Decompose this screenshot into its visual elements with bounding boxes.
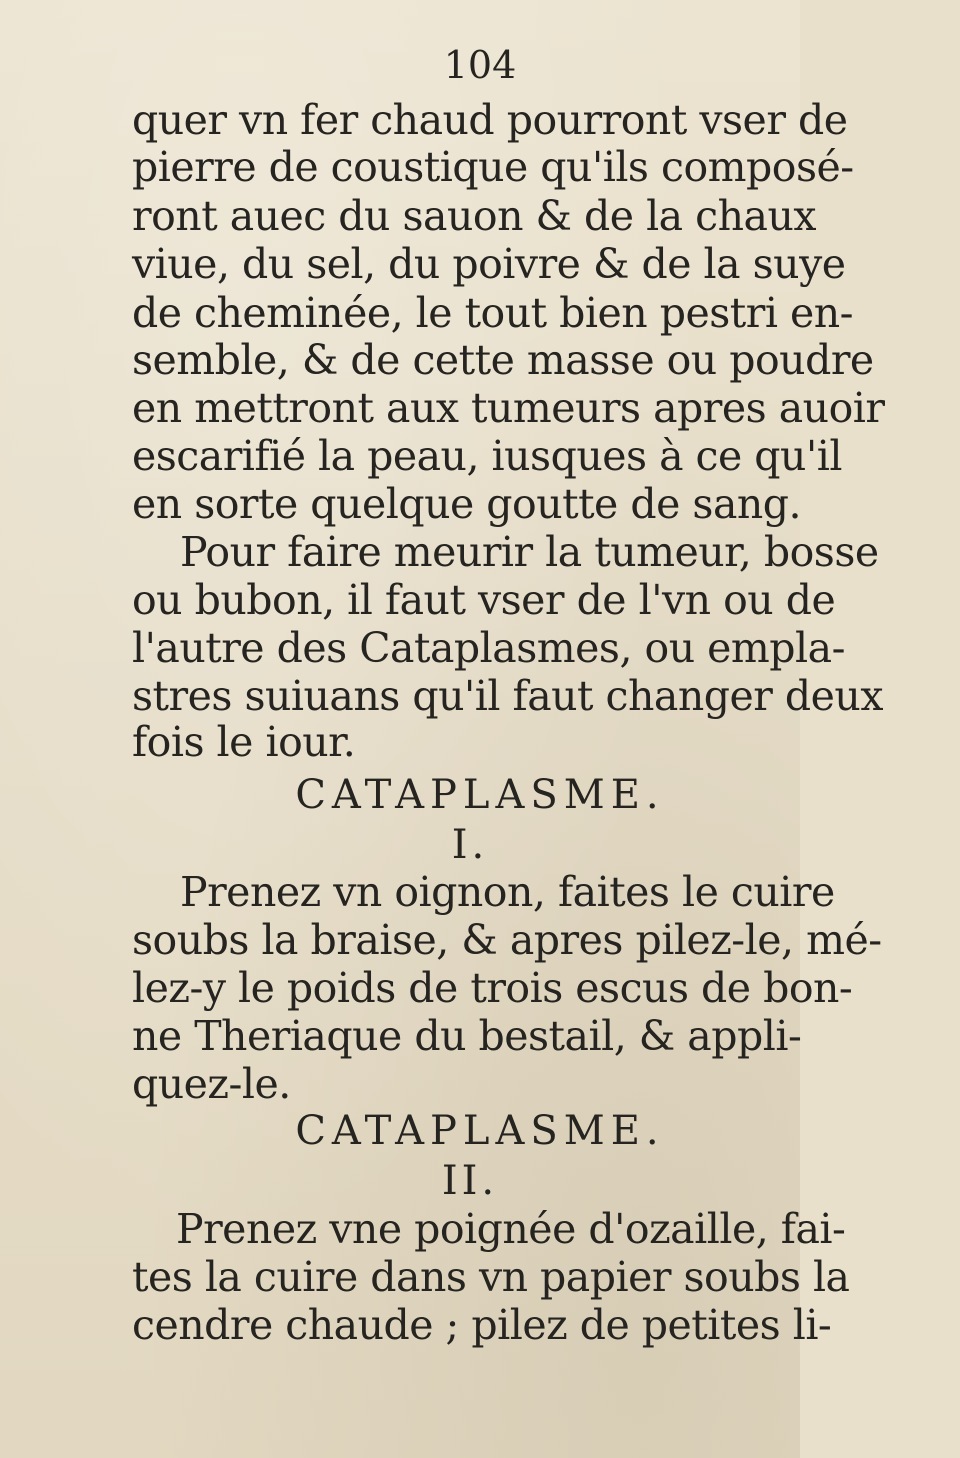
text-line: ou bubon, il faut vser de l'vn ou de [132, 576, 836, 624]
text-line: de cheminée, le tout bien pestri en- [132, 289, 854, 337]
text-line: ne Theriaque du bestail, & appli- [132, 1012, 802, 1060]
text-line: l'autre des Cataplasmes, ou empla- [132, 624, 845, 672]
text-line: fois le iour. [132, 718, 356, 766]
text-line: lez-y le poids de trois escus de bon- [132, 964, 853, 1012]
text-line: quer vn fer chaud pourront vser de [132, 96, 848, 144]
text-line: stres suiuans qu'il faut changer deux [132, 672, 883, 720]
text-line: pierre de coustique qu'ils composé- [132, 143, 854, 191]
page-number: 104 [443, 43, 517, 87]
text-line: semble, & de cette masse ou poudre [132, 336, 874, 384]
text-line: en mettront aux tumeurs apres auoir [132, 384, 885, 432]
text-line: tes la cuire dans vn papier soubs la [132, 1253, 850, 1301]
section-numeral: I. [451, 822, 489, 868]
paragraph-first-line: Prenez vn oignon, faites le cuire [180, 868, 835, 916]
section-heading: CATAPLASME. [295, 1108, 665, 1154]
text-line: escarifié la peau, iusques à ce qu'il [132, 432, 842, 480]
paragraph-first-line: Pour faire meurir la tumeur, bosse [180, 528, 879, 576]
text-line: en sorte quelque goutte de sang. [132, 480, 802, 528]
paragraph-first-line: Prenez vne poignée d'ozaille, fai- [176, 1205, 846, 1253]
section-heading: CATAPLASME. [295, 772, 665, 818]
text-line: ront auec du sauon & de la chaux [132, 192, 817, 240]
text-line: viue, du sel, du poivre & de la suye [132, 240, 846, 288]
section-numeral: II. [441, 1158, 499, 1204]
text-line: soubs la braise, & apres pilez-le, mé- [132, 916, 882, 964]
text-line: cendre chaude ; pilez de petites li- [132, 1301, 832, 1349]
text-line: quez-le. [132, 1060, 291, 1108]
